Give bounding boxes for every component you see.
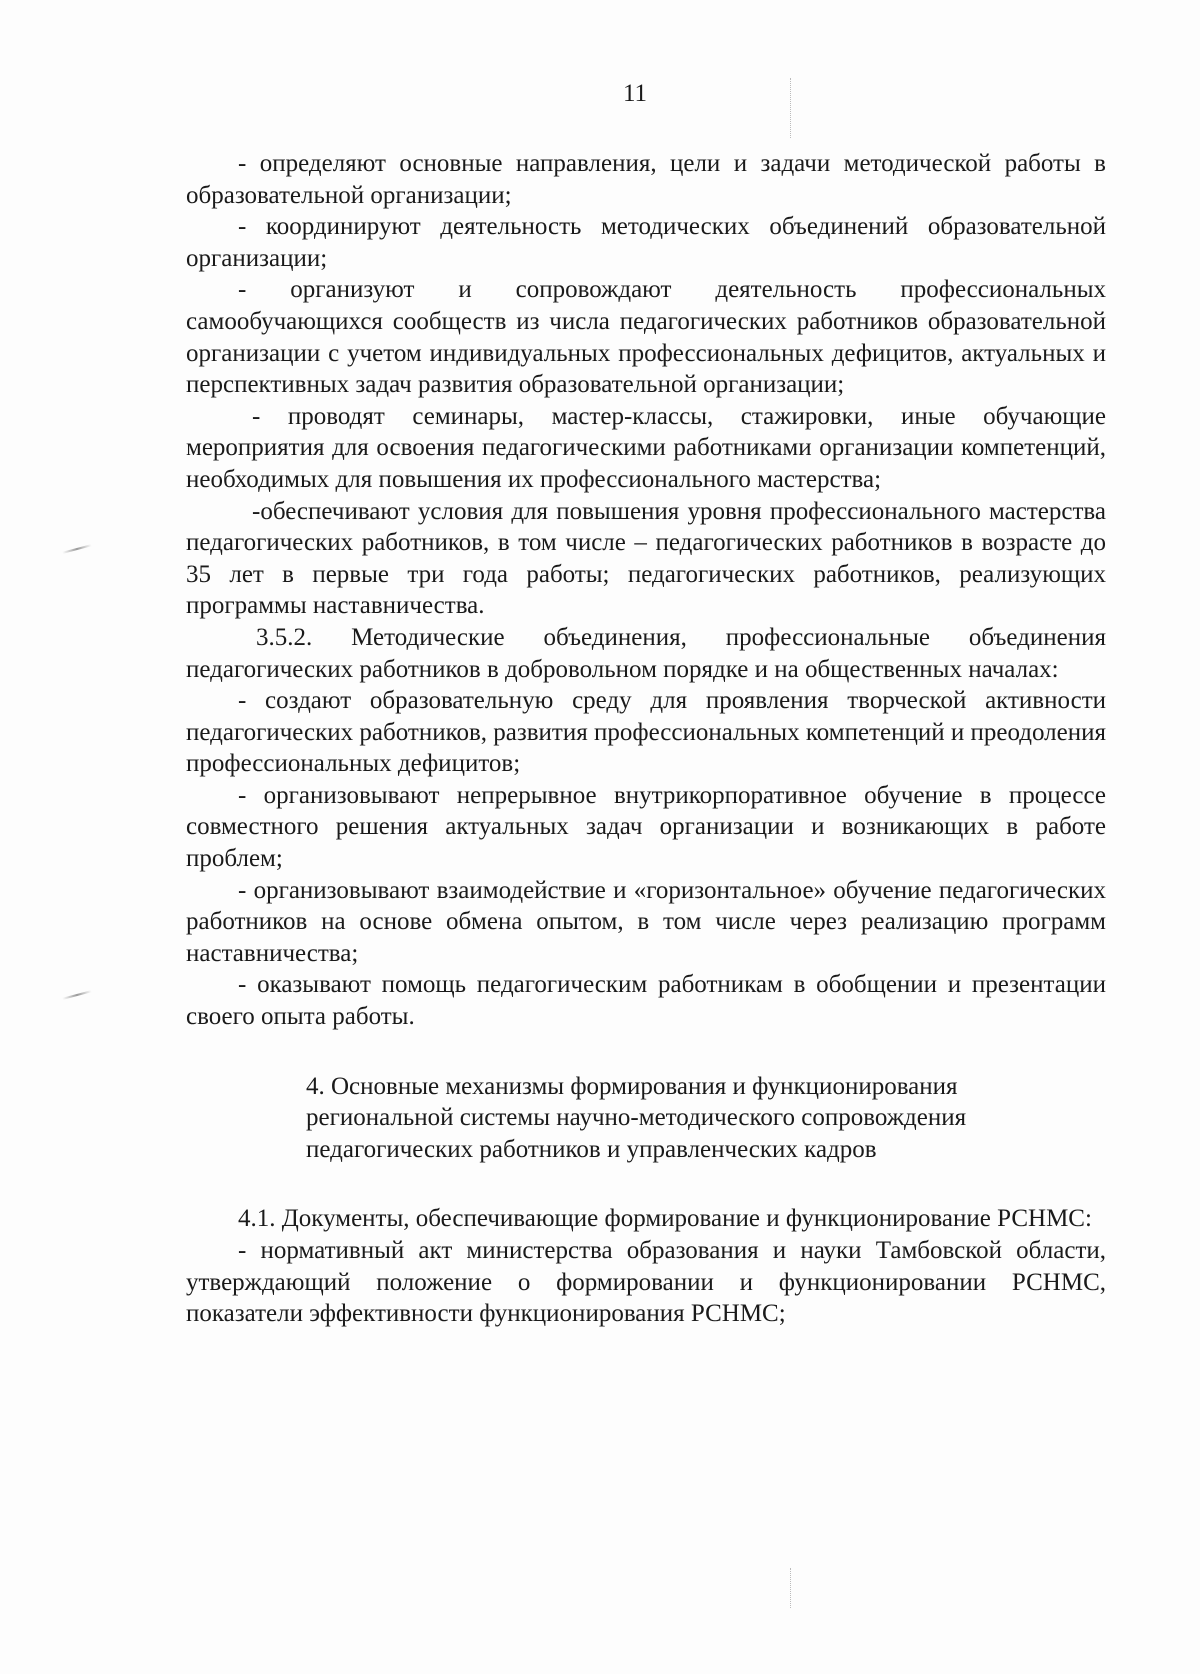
paragraph: - проводят семинары, мастер-классы, стажировки, иные обучающие мероприятия для освоения педагогическими работниками организации компетенций, необходимых для повышения их профессионального мастерства; xyxy=(186,402,1106,493)
paragraph: - оказывают помощь педагогическим работникам в обобщении и презентации своего опыта работы. xyxy=(186,971,1106,1031)
paragraph: - организовывают взаимодействие и «горизонтальное» обучение педагогических работников на основе обмена опытом, в том числе через реализацию программ наставничества; xyxy=(186,876,1106,967)
paragraph: - координируют деятельность методических объединений образовательной организации; xyxy=(186,213,1106,272)
section-heading-line: 4. Основные механизмы формирования и функционирования xyxy=(306,1072,958,1100)
paragraph: -обеспечивают условия для повышения уровня профессионального мастерства педагогических работников, в том числе – педагогических работников в возрасте до 35 лет в первые три года работы; педагогических работников, реализующих программы наставничества. xyxy=(186,497,1106,620)
paragraph: 4.1. Документы, обеспечивающие формирование и функционирование РСНМС: xyxy=(238,1205,1092,1233)
paragraph: - организовывают непрерывное внутрикорпоративное обучение в процессе совместного решения актуальных задач организации и возникающих в работе проблем; xyxy=(186,781,1106,873)
paragraph: - создают образовательную среду для проявления творческой активности педагогических работников, развития профессиональных компетенций и преодоления профессиональных дефицитов; xyxy=(186,687,1106,778)
fold-line xyxy=(790,1568,792,1608)
paragraph: - организуют и сопровождают деятельность профессиональных самообучающихся сообществ из числа педагогических работников образовательной организации с учетом индивидуальных профессиональных дефицитов, актуальных и перспективных задач развития образовательной организации; xyxy=(186,276,1106,399)
section-heading xyxy=(186,1071,1106,1166)
page-number: 11 xyxy=(622,80,648,107)
paragraph: 3.5.2. Методические объединения, профессиональные объединения педагогических работников в добровольном порядке и на общественных началах: xyxy=(186,623,1106,683)
section-heading-line: региональной системы научно-методического сопровождения xyxy=(306,1104,967,1132)
section-heading-line: педагогических работников и управленческих кадров xyxy=(306,1135,877,1163)
paragraph: - определяют основные направления, цели и задачи методической работы в образовательной организации; xyxy=(186,150,1106,209)
paragraph: - нормативный акт министерства образования и науки Тамбовской области, утверждающий положение о формировании и функционировании РСНМС, показатели эффективности функционирования РСНМС; xyxy=(186,1237,1106,1328)
scan-mark xyxy=(62,544,91,554)
document-body xyxy=(186,148,1106,1330)
scan-mark xyxy=(62,990,91,1000)
